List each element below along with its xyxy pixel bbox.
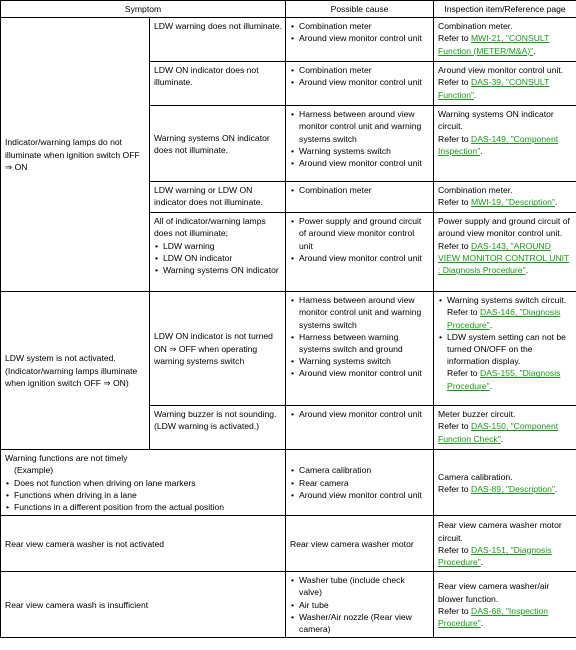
reference-link[interactable]: DAS-68, "Inspection Procedure" [438, 605, 549, 628]
inspection-cell: Combination meter. Refer to MWI-19, "Description". [434, 182, 576, 213]
inspection-item: • Warning systems switch circuit. Refer to DAS-146, "Diagnosis Procedure". [438, 294, 573, 331]
cause-item: • Air tube [290, 599, 430, 611]
inspection-cell [434, 292, 576, 406]
inspection-cell: Rear view camera washer/air blower function. Refer to DAS-68, "Inspection Procedure". [434, 572, 576, 638]
cause-item: • Warning systems switch [290, 145, 430, 157]
inspection-item: • LDW system setting can not be turned ON/OFF on the information display. Refer to DAS-155, "Diagnosis Procedure". [438, 331, 573, 392]
cause-cell [286, 406, 434, 450]
cause-cell [286, 450, 434, 516]
reference-link[interactable]: DAS-143, "AROUND VIEW MONITOR CONTROL UNIT : Diagnosis Procedure" [438, 240, 570, 276]
symptom-item: • Functions in a different position from the actual position [5, 501, 282, 513]
inspection-text: Meter buzzer circuit. [438, 409, 516, 420]
cause-cell [286, 213, 434, 292]
cause-item: • Around view monitor control unit [290, 32, 430, 44]
sub-symptom-item: • LDW ON indicator [154, 252, 282, 264]
reference-link[interactable]: DAS-89, "Description" [470, 483, 555, 494]
inspection-cell: Around view monitor control unit. Refer to DAS-39, "CONSULT Function". [434, 62, 576, 106]
header-row [1, 1, 576, 18]
table-row [1, 572, 576, 638]
cause-cell [286, 106, 434, 182]
cause-item: • Around view monitor control unit [290, 252, 430, 264]
header-cause: Possible cause [286, 1, 434, 18]
symptom-cell: Warning functions are not timely (Example) • Does not function when driving on lane markers • Functions when driving in a lane • Functions in a different position from the actual position [1, 450, 286, 516]
cause-item: • Washer/Air nozzle (Rear view camera) [290, 611, 430, 635]
cause-item: • Harness between warning systems switch and ground [290, 331, 430, 355]
sub-symptom-item: • Warning systems ON indicator [154, 264, 282, 276]
reference-link[interactable]: DAS-149, "Component Inspection" [438, 133, 559, 156]
inspection-text: Rear view camera washer/air blower function. [438, 581, 550, 604]
symptom-cell: Rear view camera wash is insufficient [1, 572, 286, 638]
symptom-item: • Functions when driving in a lane [5, 489, 282, 501]
sub-symptom: LDW warning does not illuminate. [150, 18, 286, 62]
table-row [1, 292, 576, 406]
table-row [1, 18, 576, 62]
cause-item: • Combination meter [290, 184, 430, 196]
sub-symptom: LDW ON indicator is not turned ON ⇒ OFF when operating warning systems switch [150, 292, 286, 406]
inspection-text: Combination meter. [438, 185, 513, 196]
header-symptom: Symptom [1, 1, 286, 18]
symptom-item: • Does not function when driving on lane markers [5, 477, 282, 489]
cause-item: • Around view monitor control unit [290, 76, 430, 88]
cause-cell: Rear view camera washer motor [286, 516, 434, 572]
inspection-cell: Power supply and ground circuit of around view monitor control unit. Refer to DAS-143, "AROUND VIEW MONITOR CONTROL UNIT : Diagnosis Procedure". [434, 213, 576, 292]
sub-symptom: LDW warning or LDW ON indicator does not illuminate. [150, 182, 286, 213]
inspection-text: Camera calibration. [438, 471, 513, 482]
inspection-cell: Meter buzzer circuit. Refer to DAS-150, "Component Function Check". [434, 406, 576, 450]
cause-item: • Around view monitor control unit [290, 489, 430, 501]
symptom-group-2: LDW system is not activated. (Indicator/warning lamps illuminate when ignition switch OFF ⇒ ON) [1, 292, 150, 450]
reference-link[interactable]: MWI-19, "Description" [470, 197, 555, 208]
sub-symptom: Warning systems ON indicator does not illuminate. [150, 106, 286, 182]
inspection-cell: Warning systems ON indicator circuit. Refer to DAS-149, "Component Inspection". [434, 106, 576, 182]
reference-link[interactable]: MWI-21, "CONSULT Function (METER/M&A)" [438, 33, 550, 56]
cause-cell [286, 18, 434, 62]
cause-item: • Camera calibration [290, 464, 430, 476]
inspection-cell: Rear view camera washer motor circuit. Refer to DAS-151, "Diagnosis Procedure". [434, 516, 576, 572]
inspection-cell: Combination meter. Refer to MWI-21, "CONSULT Function (METER/M&A)". [434, 18, 576, 62]
cause-item: • Around view monitor control unit [290, 367, 430, 379]
cause-item: • Harness between around view monitor control unit and warning systems switch [290, 108, 430, 145]
sub-symptom-item: • LDW warning [154, 240, 282, 252]
cause-item: • Around view monitor control unit [290, 408, 430, 420]
inspection-text: Rear view camera washer motor circuit. [438, 520, 562, 543]
cause-item: • Rear camera [290, 477, 430, 489]
inspection-text: Around view monitor control unit. [438, 65, 564, 76]
inspection-text: Power supply and ground circuit of around view monitor control unit. [438, 216, 570, 239]
reference-link[interactable]: DAS-150, "Component Function Check" [438, 421, 559, 444]
inspection-text: Warning systems ON indicator circuit. [438, 109, 554, 132]
inspection-text: Combination meter. [438, 21, 513, 32]
inspection-cell: Camera calibration. Refer to DAS-89, "Description". [434, 450, 576, 516]
sub-symptom: LDW ON indicator does not illuminate. [150, 62, 286, 106]
reference-link[interactable]: DAS-151, "Diagnosis Procedure" [438, 544, 552, 567]
sub-symptom: Warning buzzer is not sounding. (LDW warning is activated.) [150, 406, 286, 450]
cause-item: • Harness between around view monitor control unit and warning systems switch [290, 294, 430, 331]
table-row [1, 450, 576, 516]
cause-item: • Around view monitor control unit [290, 157, 430, 169]
cause-cell [286, 182, 434, 213]
reference-link[interactable]: DAS-146, "Diagnosis Procedure" [447, 307, 561, 330]
reference-link[interactable]: DAS-39, "CONSULT Function" [438, 77, 550, 100]
table-row [1, 516, 576, 572]
cause-cell [286, 572, 434, 638]
reference-link[interactable]: DAS-155, "Diagnosis Procedure" [447, 368, 561, 391]
cause-item: • Warning systems switch [290, 355, 430, 367]
cause-item: • Combination meter [290, 64, 430, 76]
sub-symptom: All of indicator/warning lamps does not illuminate; • LDW warning • LDW ON indicator • Warning systems ON indicator [150, 213, 286, 292]
header-inspection: Inspection item/Reference page [434, 1, 576, 18]
cause-item: • Power supply and ground circuit of around view monitor control unit [290, 215, 430, 252]
symptom-cell: Rear view camera washer is not activated [1, 516, 286, 572]
cause-cell [286, 292, 434, 406]
cause-item: • Combination meter [290, 20, 430, 32]
symptom-group-1: Indicator/warning lamps do not illuminate when ignition switch OFF ⇒ ON [1, 18, 150, 292]
cause-item: • Washer tube (include check valve) [290, 574, 430, 598]
cause-cell [286, 62, 434, 106]
